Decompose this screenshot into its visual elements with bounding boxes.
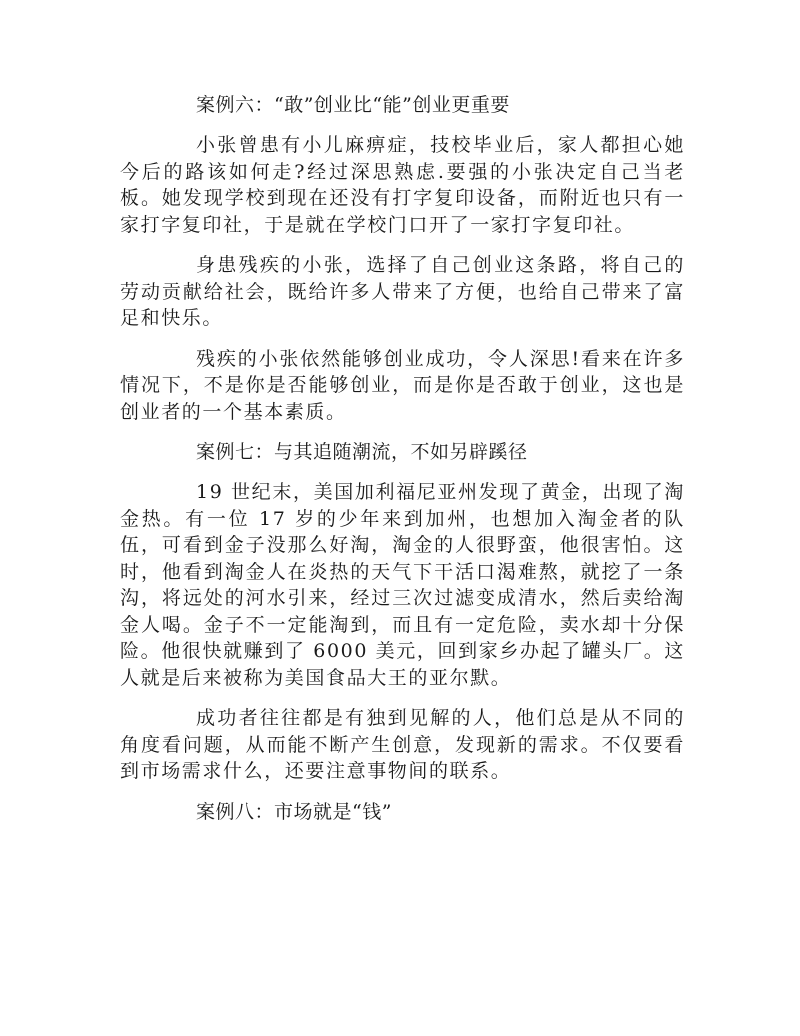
case-eight-heading: 案例八：市场就是“钱” bbox=[196, 800, 392, 823]
document-page bbox=[120, 92, 685, 839]
case-seven-paragraph-1: 19 世纪末，美国加利福尼亚州发现了黄金，出现了淘金热。有一位 17 岁的少年来到加州，也想加入淘金者的队伍，可看到金子没那么好淘，淘金的人很野蛮，他很害怕。这时，他看到淘金人在炎热的天气下干活口渴难熬，就挖了一条沟，将远处的河水引来，经过三次过滤变成清水，然后卖给淘金人喝。金子不一定能淘到，而且有一定危险，卖水却十分保险。他很快就赚到了 6000 美元，回到家乡办起了罐头厂。这人就是后来被称为美国食品大王的亚尔默。 bbox=[120, 481, 685, 689]
case-six-paragraph-3: 残疾的小张依然能够创业成功，令人深思!看来在许多情况下，不是你是否能够创业，而是你是否敢于创业，这也是创业者的一个基本素质。 bbox=[120, 347, 685, 423]
case-six-paragraph-2: 身患残疾的小张，选择了自己创业这条路，将自己的劳动贡献给社会，既给许多人带来了方便，也给自己带来了富足和快乐。 bbox=[120, 254, 685, 329]
case-seven-paragraph-2: 成功者往往都是有独到见解的人，他们总是从不同的角度看问题，从而能不断产生创意，发现新的需求。不仅要看到市场需求什么，还要注意事物间的联系。 bbox=[120, 707, 685, 782]
case-seven-heading: 案例七：与其追随潮流，不如另辟蹊径 bbox=[196, 441, 528, 463]
case-six-paragraph-1: 小张曾患有小儿麻痹症，技校毕业后，家人都担心她今后的路该如何走?经过深思熟虑.要强的小张决定自己当老板。她发现学校到现在还没有打字复印设备，而附近也只有一家打字复印社，于是就在学校门口开了一家打字复印社。 bbox=[120, 134, 685, 236]
case-six-heading: 案例六：“敢”创业比“能”创业更重要 bbox=[196, 94, 510, 116]
